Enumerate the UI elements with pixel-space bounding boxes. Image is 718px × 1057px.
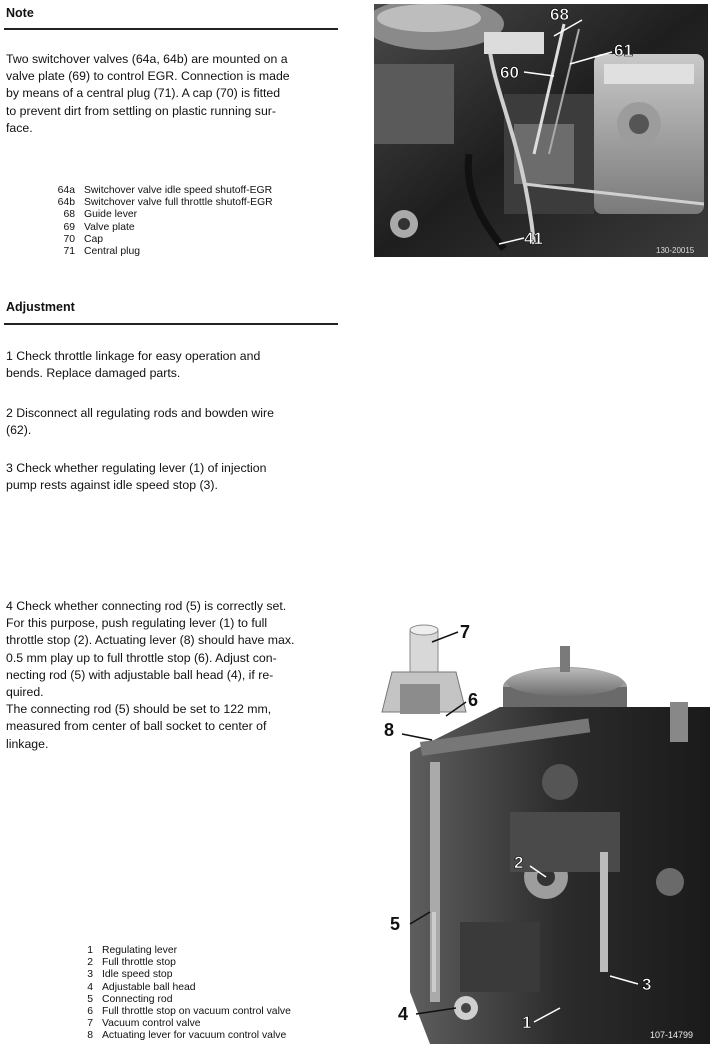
legend-number: 8 [87, 1030, 93, 1042]
legend-text: Idle speed stop [102, 969, 173, 981]
step-line: For this purpose, push regulating lever (1) to full [6, 616, 268, 631]
injection-pump-photo [370, 612, 710, 1044]
step-line: (62). [6, 423, 32, 438]
step-line: quired. [6, 685, 44, 700]
note-paragraph [6, 51, 346, 137]
legend-text: Full throttle stop on vacuum control valve [102, 1006, 291, 1018]
legend-number: 68 [63, 209, 75, 221]
egr-valve-photo [374, 4, 708, 257]
step-2 [6, 405, 346, 439]
callout-2: 2 [514, 853, 524, 872]
step-line: linkage. [6, 736, 49, 751]
legend-item [74, 1030, 364, 1042]
legend-number: 69 [63, 221, 75, 233]
legend-item [74, 945, 364, 957]
legend-text: Regulating lever [102, 945, 178, 956]
legend-text: Cap [84, 233, 104, 245]
note-line: Two switchover valves (64a, 64b) are mounted on a [6, 52, 288, 66]
step-line: 4 Check whether connecting rod (5) is correctly set. [6, 599, 287, 613]
legend-number: 64a [57, 185, 75, 196]
step-4 [6, 598, 351, 753]
step-line: measured from center of ball socket to center of [6, 719, 267, 734]
legend-number: 6 [87, 1006, 93, 1018]
legend-number: 64b [57, 197, 75, 209]
note-rule [4, 28, 338, 30]
legend-item [56, 197, 346, 209]
step-3 [6, 460, 346, 494]
legend-item [74, 982, 364, 994]
step-line: pump rests against idle speed stop (3). [6, 478, 218, 493]
legend-text: Valve plate [84, 221, 135, 233]
step-line: 2 Disconnect all regulating rods and bowden wire [6, 406, 274, 420]
note-legend [56, 185, 346, 258]
callout-3: 3 [642, 975, 652, 994]
note-line: by means of a central plug (71). A cap (70) is fitted [6, 86, 281, 101]
legend-number: 2 [87, 957, 93, 969]
legend-text: Full throttle stop [102, 957, 176, 969]
legend-number: 1 [87, 945, 93, 956]
step-line: 0.5 mm play up to full throttle stop (6). Adjust con- [6, 650, 277, 665]
callout-68: 68 [550, 5, 569, 24]
legend-item [74, 1006, 364, 1018]
note-heading: Note [6, 6, 34, 20]
legend-text: Switchover valve full throttle shutoff-EGR [84, 197, 273, 209]
egr-valve-photo-drawing [374, 4, 708, 257]
legend-text: Adjustable ball head [102, 981, 196, 993]
callout-4: 4 [398, 1004, 409, 1024]
callout-5: 5 [390, 914, 401, 934]
legend-item [56, 234, 346, 246]
adjustment-rule [4, 323, 338, 325]
legend-text: Connecting rod [102, 993, 173, 1005]
callout-1: 1 [522, 1013, 532, 1032]
note-line: to prevent dirt from settling on plastic running sur- [6, 103, 276, 118]
legend-text: Central plug [84, 246, 141, 258]
legend-item [56, 185, 346, 197]
legend-item [56, 246, 346, 258]
legend-number: 7 [87, 1018, 93, 1030]
step-line: 1 Check throttle linkage for easy operation and [6, 349, 261, 363]
figure-plate-number: 130-20015 [656, 246, 695, 255]
legend-item [56, 209, 346, 221]
legend-text: Guide lever [84, 209, 138, 221]
step-line: necting rod (5) with adjustable ball head (4), if re- [6, 667, 274, 682]
callout-7: 7 [460, 622, 471, 642]
legend-number: 4 [87, 981, 93, 993]
legend-number: 5 [87, 993, 93, 1005]
legend-item [74, 1018, 364, 1030]
step-line: bends. Replace damaged parts. [6, 366, 181, 381]
legend-item [74, 969, 364, 981]
note-line: face. [6, 120, 33, 135]
note-line: valve plate (69) to control EGR. Connection is made [6, 69, 290, 84]
callout-60: 60 [500, 63, 519, 82]
callout-6: 6 [468, 690, 479, 710]
step-line: throttle stop (2). Actuating lever (8) should have max. [6, 633, 295, 648]
callout-61: 61 [614, 41, 633, 60]
legend-number: 71 [63, 246, 75, 258]
legend-number: 3 [87, 969, 93, 981]
figure-plate-number: 107-14799 [650, 1030, 694, 1040]
legend-item [56, 222, 346, 234]
legend-item [74, 994, 364, 1006]
pump-legend [74, 945, 364, 1043]
callout-41: 41 [524, 229, 543, 248]
adjustment-heading: Adjustment [6, 300, 75, 314]
legend-text: Actuating lever for vacuum control valve [102, 1030, 287, 1042]
step-1 [6, 348, 346, 382]
legend-text: Vacuum control valve [102, 1018, 201, 1030]
legend-text: Switchover valve idle speed shutoff-EGR [84, 185, 273, 196]
callout-8: 8 [384, 720, 395, 740]
legend-number: 70 [63, 233, 75, 245]
injection-pump-photo-drawing [370, 612, 710, 1044]
legend-item [74, 957, 364, 969]
step-line: The connecting rod (5) should be set to 122 mm, [6, 702, 272, 717]
step-line: 3 Check whether regulating lever (1) of injection [6, 461, 267, 475]
